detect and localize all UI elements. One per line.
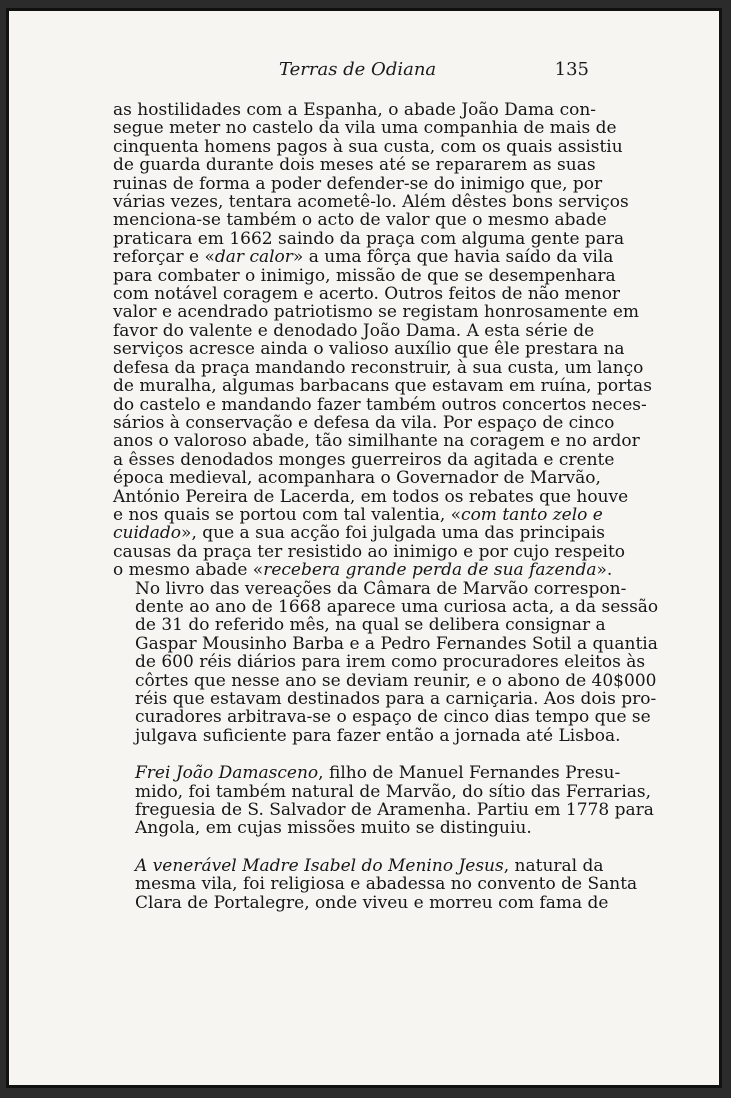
- text-line: praticara em 1662 saindo da praça com alguma gente para: [113, 228, 625, 249]
- text-line: defesa da praça mandando reconstruir, à sua custa, um lanço: [113, 357, 644, 378]
- text-line: de muralha, algumas barbacans que estavam em ruína, portas: [113, 376, 652, 397]
- text-line: António Pereira de Lacerda, em todos os rebates que houve: [113, 486, 629, 507]
- text-line: reforçar e «dar calor» a uma fôrça que havia saído da vila: [113, 247, 614, 268]
- text-line: cuidado», que a sua acção foi julgada uma das principais: [113, 523, 606, 544]
- text-line: com notável coragem e acerto. Outros feitos de não menor: [113, 284, 621, 305]
- text-line: época medieval, acompanhara o Governador de Marvão,: [113, 468, 601, 489]
- text-line: favor do valente e denodado João Dama. A esta série de: [113, 320, 595, 341]
- text-line: o mesmo abade «recebera grande perda de sua fazenda».: [113, 560, 613, 581]
- text-line: côrtes que nesse ano se deviam reunir, e o abono de 40$000: [135, 670, 657, 691]
- text-line: de guarda durante dois meses até se repararem as suas: [113, 155, 596, 176]
- text-line: valor e acendrado patriotismo se registam honrosamente em: [113, 302, 640, 323]
- text-line: sários à conservação e defesa da vila. Por espaço de cinco: [113, 412, 615, 433]
- book-page: [6, 8, 722, 1088]
- body-text: [113, 100, 659, 913]
- text-line: freguesia de S. Salvador de Aramenha. Partiu em 1778 para: [135, 800, 654, 821]
- paragraph: [113, 763, 654, 839]
- italic-phrase: cuidado: [113, 523, 182, 544]
- text-line: Gaspar Mousinho Barba e a Pedro Fernandes Sotil a quantia: [135, 633, 658, 654]
- italic-phrase: recebera grande perda de sua fazenda: [263, 560, 597, 581]
- text-line: e nos quais se portou com tal valentia, «com tanto zelo e: [113, 504, 603, 525]
- page-number: 135: [554, 59, 589, 80]
- paragraph: [113, 855, 638, 913]
- text-line: de 31 do referido mês, na qual se delibera consignar a: [135, 615, 606, 636]
- text-line: serviços acresce ainda o valioso auxílio que êle prestara na: [113, 339, 625, 360]
- text-line: curadores arbitrava-se o espaço de cinco dias tempo que se: [135, 707, 651, 728]
- text-line: julgava suficiente para fazer então a jornada até Lisboa.: [135, 725, 621, 746]
- text-line: várias vezes, tentara acometê-lo. Além dêstes bons serviços: [113, 192, 629, 213]
- text-line: causas da praça ter resistido ao inimigo e por cujo respeito: [113, 541, 626, 562]
- text-line: menciona-se também o acto de valor que o mesmo abade: [113, 210, 607, 231]
- paragraph: [113, 578, 659, 746]
- text-line: mesma vila, foi religiosa e abadessa no convento de Santa: [135, 874, 638, 895]
- text-line: mido, foi também natural de Marvão, do sítio das Ferrarias,: [135, 781, 652, 802]
- italic-phrase: A venerável Madre Isabel do Menino Jesus: [135, 855, 504, 876]
- text-line: segue meter no castelo da vila uma companhia de mais de: [113, 118, 617, 139]
- text-line: Frei João Damasceno, filho de Manuel Fernandes Presu-: [135, 763, 621, 784]
- text-line: réis que estavam destinados para a carniçaria. Aos dois pro-: [135, 689, 657, 709]
- paragraph: [113, 100, 652, 581]
- text-line: ruinas de forma a poder defender-se do inimigo que, por: [113, 173, 603, 194]
- italic-phrase: com tanto zelo e: [461, 504, 603, 525]
- text-line: Clara de Portalegre, onde viveu e morreu com fama de: [135, 892, 609, 913]
- text-line: Angola, em cujas missões muito se distinguiu.: [135, 818, 532, 839]
- text-line: cinquenta homens pagos à sua custa, com os quais assistiu: [113, 136, 623, 157]
- text-line: de 600 réis diários para irem como procuradores eleitos às: [135, 652, 646, 673]
- text-line: No livro das vereações da Câmara de Marvão correspon-: [135, 578, 627, 599]
- text-line: do castelo e mandando fazer também outros concertos neces-: [113, 394, 647, 415]
- italic-phrase: dar calor: [214, 247, 293, 268]
- text-line: dente ao ano de 1668 aparece uma curiosa acta, a da sessão: [135, 596, 659, 617]
- text-line: A venerável Madre Isabel do Menino Jesus, natural da: [135, 855, 604, 876]
- text-line: a êsses denodados monges guerreiros da agitada e crente: [113, 449, 615, 470]
- running-title: Terras de Odiana: [279, 59, 437, 80]
- italic-phrase: Frei João Damasceno: [135, 763, 319, 784]
- text-line: anos o valoroso abade, tão similhante na coragem e no ardor: [113, 431, 640, 452]
- text-line: as hostilidades com a Espanha, o abade João Dama con-: [113, 100, 597, 120]
- text-line: para combater o inimigo, missão de que se desempenhara: [113, 265, 616, 286]
